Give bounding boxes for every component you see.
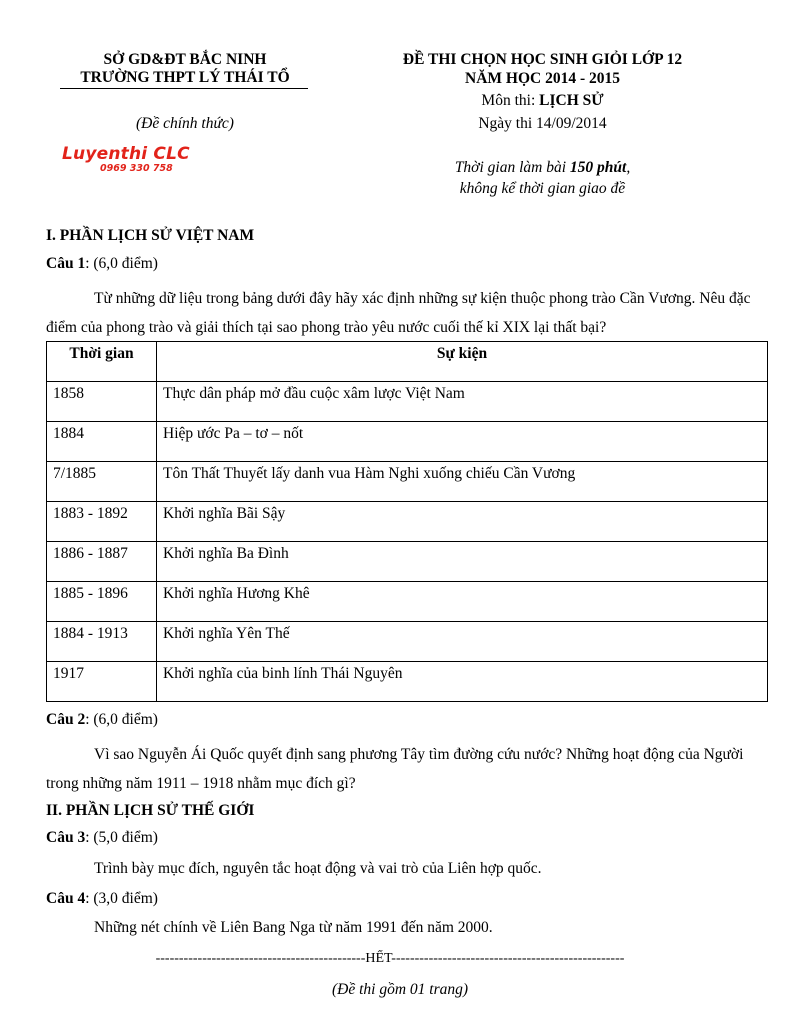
time-note: không kể thời gian giao đề <box>459 180 626 197</box>
official-label: (Đề chính thức) <box>136 115 234 132</box>
time-prefix: Thời gian làm bài <box>454 159 570 176</box>
row-time: 1884 <box>47 422 157 462</box>
time-suffix: , <box>626 159 631 176</box>
q2-points: : (6,0 điểm) <box>85 711 158 728</box>
luyenthi-logo <box>62 145 190 174</box>
q1-heading <box>46 254 766 274</box>
school-underline <box>60 88 308 89</box>
q3-label: Câu 3 <box>46 829 86 846</box>
logo-name: Luyenthi CLC <box>62 144 190 164</box>
q2-text: Vì sao Nguyễn Ái Quốc quyết định sang phương Tây tìm đường cứu nước? Những hoạt động của Người trong những năm 1911 – 1918 nhằm mục đích gì? <box>46 746 744 792</box>
q2-heading <box>46 710 766 730</box>
q4-heading <box>46 889 766 909</box>
school-year: NĂM HỌC 2014 - 2015 <box>465 70 620 87</box>
row-time: 1885 - 1896 <box>47 582 157 622</box>
table-row <box>47 462 768 502</box>
q4-points: : (3,0 điểm) <box>85 890 158 907</box>
row-event: Khởi nghĩa Hương Khê <box>157 582 768 622</box>
logo-phone: 0969 330 758 <box>100 163 173 174</box>
row-event: Khởi nghĩa Ba Đình <box>157 542 768 582</box>
q1-text: Từ những dữ liệu trong bảng dưới đây hãy xác định những sự kiện thuộc phong trào Cần Vương. Nêu đặc điểm của phong trào và giải thích tại sao phong trào yêu nước cuối thế kỉ XIX lại thất bại? <box>46 290 751 336</box>
section1-title: I. PHẦN LỊCH SỬ VIỆT NAM <box>46 227 255 244</box>
row-time: 1884 - 1913 <box>47 622 157 662</box>
events-table <box>46 341 768 702</box>
table-row <box>47 382 768 422</box>
table-row <box>47 622 768 662</box>
row-event: Hiệp ước Pa – tơ – nốt <box>157 422 768 462</box>
q3-points: : (5,0 điểm) <box>85 829 158 846</box>
subject-label: Môn thi: <box>481 92 540 109</box>
row-event: Thực dân pháp mở đầu cuộc xâm lược Việt Nam <box>157 382 768 422</box>
table-row <box>47 542 768 582</box>
row-time: 1917 <box>47 662 157 702</box>
row-time: 7/1885 <box>47 462 157 502</box>
q3-text: Trình bày mục đích, nguyên tắc hoạt động và vai trò của Liên hợp quốc. <box>94 860 542 877</box>
table-header-time: Thời gian <box>47 342 157 382</box>
row-time: 1886 - 1887 <box>47 542 157 582</box>
q1-points: : (6,0 điểm) <box>85 255 158 272</box>
end-marker: ---------------------------------------------HẾT-------------------------------------------------- <box>155 951 625 966</box>
table-row <box>47 502 768 542</box>
department-name: SỞ GD&ĐT BẮC NINH <box>103 51 267 68</box>
row-time: 1883 - 1892 <box>47 502 157 542</box>
time-value: 150 phút <box>569 159 627 176</box>
q4-label: Câu 4 <box>46 890 86 907</box>
school-name: TRƯỜNG THPT LÝ THÁI TỔ <box>80 69 290 86</box>
row-event: Khởi nghĩa Bãi Sậy <box>157 502 768 542</box>
table-row <box>47 662 768 702</box>
subject-line <box>380 91 705 110</box>
q2-label: Câu 2 <box>46 711 86 728</box>
q4-text: Những nét chính về Liên Bang Nga từ năm 1991 đến năm 2000. <box>94 919 493 936</box>
table-header-row <box>47 342 768 382</box>
table-row <box>47 422 768 462</box>
q1-label: Câu 1 <box>46 255 86 272</box>
page-count-note: (Đề thi gồm 01 trang) <box>331 981 469 998</box>
row-event: Khởi nghĩa của binh lính Thái Nguyên <box>157 662 768 702</box>
q3-heading <box>46 828 766 848</box>
table-header-event: Sự kiện <box>157 342 768 382</box>
exam-date: Ngày thi 14/09/2014 <box>478 115 607 132</box>
row-event: Khởi nghĩa Yên Thế <box>157 622 768 662</box>
row-time: 1858 <box>47 382 157 422</box>
section2-title: II. PHẦN LỊCH SỬ THẾ GIỚI <box>46 802 255 819</box>
row-event: Tôn Thất Thuyết lấy danh vua Hàm Nghi xuống chiếu Cần Vương <box>157 462 768 502</box>
subject-name: LỊCH SỬ <box>539 92 604 109</box>
time-line <box>380 158 705 177</box>
exam-title: ĐỀ THI CHỌN HỌC SINH GIỎI LỚP 12 <box>402 51 683 68</box>
table-row <box>47 582 768 622</box>
